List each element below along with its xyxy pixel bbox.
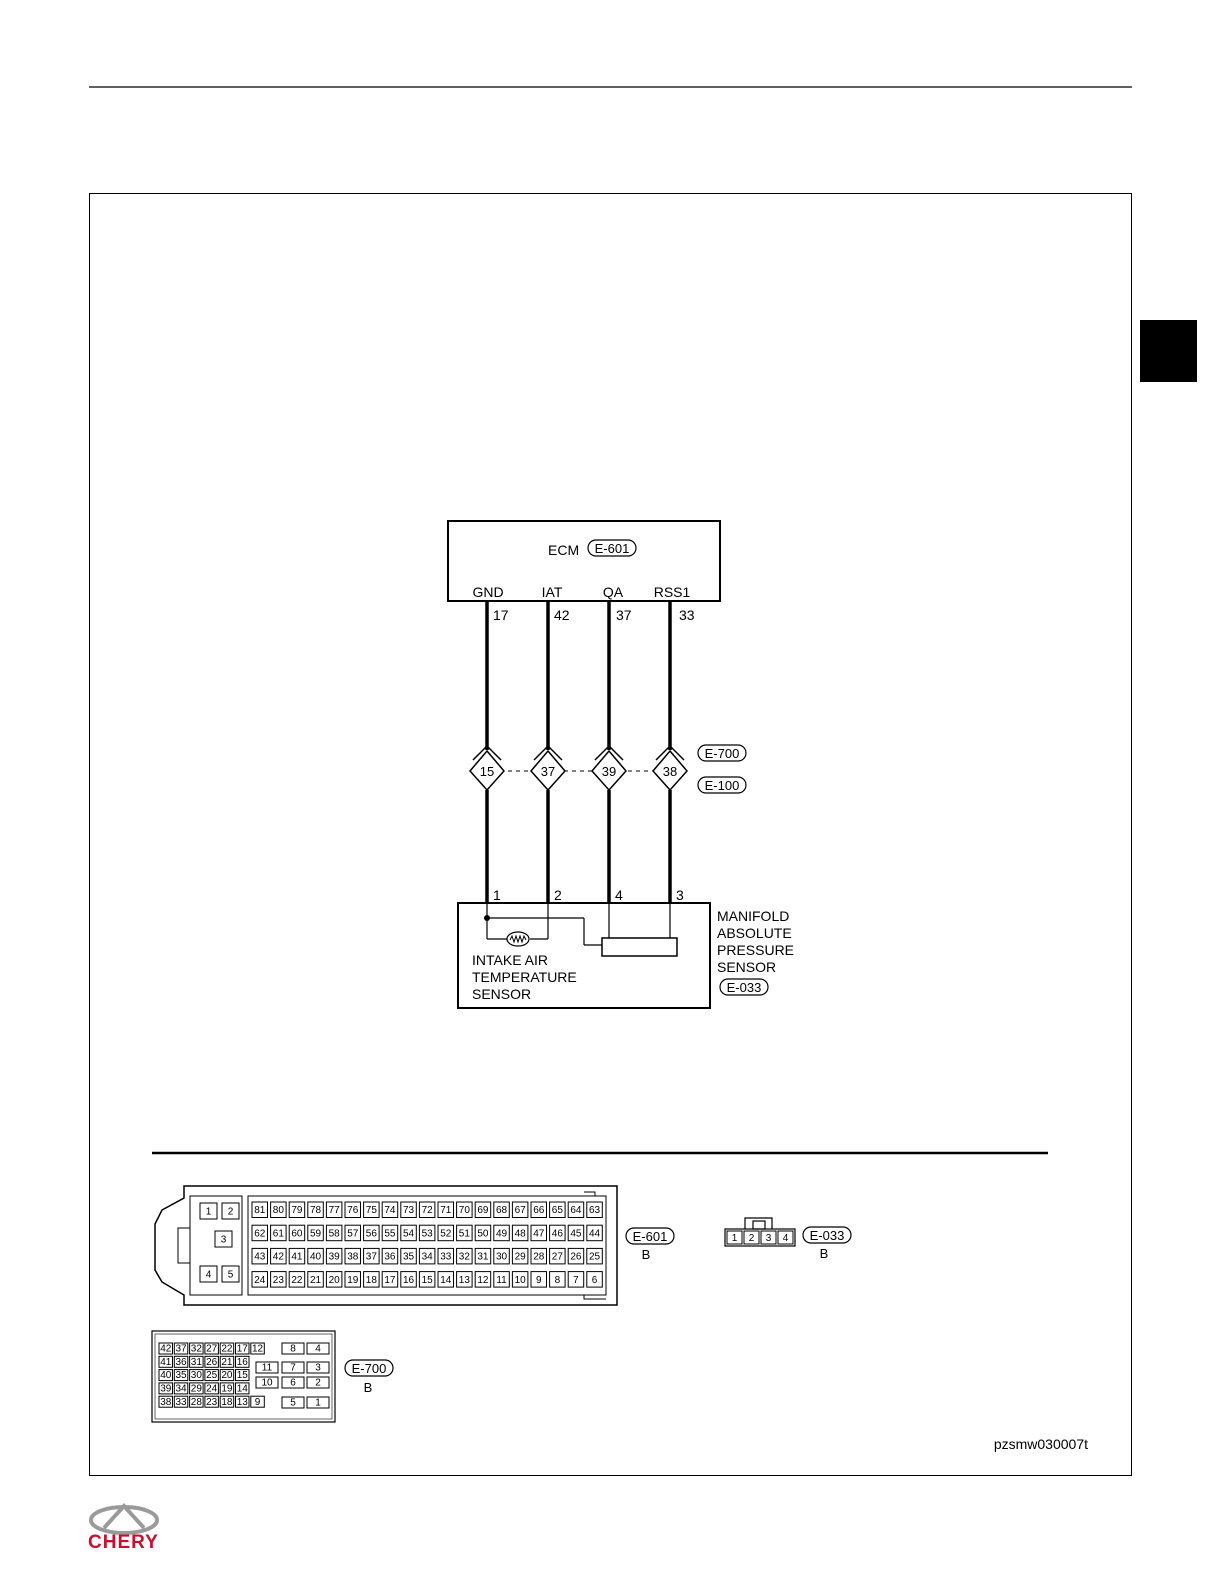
svg-text:15: 15 <box>479 764 495 779</box>
e601-pin-14: 14 <box>440 1274 452 1286</box>
e601-pin-9: 9 <box>535 1274 542 1286</box>
ecm-label: ECM <box>548 542 580 558</box>
e700-pin-grid <box>159 1343 329 1409</box>
e601-pin-37: 37 <box>365 1251 377 1263</box>
e700-pin-37: 37 <box>175 1343 187 1355</box>
e700-pin-6: 6 <box>290 1377 296 1389</box>
e601-pin-29: 29 <box>514 1251 526 1263</box>
e700-pin-30: 30 <box>190 1370 202 1382</box>
e601-pin-45: 45 <box>570 1228 582 1240</box>
e700-pin-24: 24 <box>206 1383 218 1395</box>
e601-pin-46: 46 <box>551 1228 563 1240</box>
e700-pin-42: 42 <box>160 1343 172 1355</box>
e700-pin-33: 33 <box>175 1396 187 1408</box>
e601-pin-65: 65 <box>551 1205 563 1217</box>
e601-pin-28: 28 <box>533 1251 545 1263</box>
e601-pin-73: 73 <box>402 1205 415 1217</box>
svg-text:E-700: E-700 <box>351 1361 387 1376</box>
e601-pin-43: 43 <box>254 1251 266 1263</box>
map-sensor-label-3: PRESSURE <box>717 942 795 958</box>
sensor-internal-circuit <box>487 903 677 956</box>
e601-pin-18: 18 <box>365 1274 377 1286</box>
connector-tag-e601 <box>626 1228 674 1244</box>
e601-pin-79: 79 <box>291 1205 303 1217</box>
figure-id: pzsmw030007t <box>993 1436 1088 1452</box>
ground-junction-dot <box>484 915 490 921</box>
sensor-pin-2: 2 <box>554 887 562 903</box>
e601-pin-53: 53 <box>421 1228 433 1240</box>
iat-sensor-label-3: SENSOR <box>472 986 532 1002</box>
connector-view-e601 <box>155 1186 674 1305</box>
e601-pin-78: 78 <box>309 1205 322 1217</box>
map-sensor-label-2: ABSOLUTE <box>717 925 792 941</box>
svg-text:E-100: E-100 <box>704 778 740 793</box>
e601-pin-15: 15 <box>421 1274 433 1286</box>
e700-pin-25: 25 <box>206 1370 218 1382</box>
e601-pin-40: 40 <box>309 1251 322 1263</box>
sensor-pin-4: 4 <box>615 887 623 903</box>
e601-pin-22: 22 <box>291 1274 303 1286</box>
e700-pin-39: 39 <box>160 1383 172 1395</box>
e601-pin-39: 39 <box>328 1251 340 1263</box>
e700-pin-4: 4 <box>315 1343 321 1355</box>
sensor-pin-1: 1 <box>493 887 501 903</box>
e700-pin-9: 9 <box>254 1396 261 1408</box>
svg-text:E-700: E-700 <box>704 746 740 761</box>
e601-pin-57: 57 <box>347 1228 359 1240</box>
e700-pin-28: 28 <box>190 1396 202 1408</box>
e700-pin-16: 16 <box>236 1356 248 1368</box>
svg-text:E-601: E-601 <box>632 1229 668 1244</box>
e601-pin-3: 3 <box>220 1234 227 1246</box>
e700-pin-40: 40 <box>160 1370 172 1382</box>
e601-pin-49: 49 <box>495 1228 508 1240</box>
svg-text:37: 37 <box>540 764 556 779</box>
connector-view-e700 <box>152 1331 393 1422</box>
wiring-diagram <box>448 521 794 1008</box>
e601-pin-11: 11 <box>496 1274 507 1286</box>
terminal-name-qa: QA <box>602 584 624 600</box>
e601-pin-10: 10 <box>514 1274 526 1286</box>
e601-pin-71: 71 <box>440 1205 452 1217</box>
e700-pin-17: 17 <box>236 1343 248 1355</box>
e700-pin-29: 29 <box>190 1383 202 1395</box>
sensor-pin-3: 3 <box>676 887 684 903</box>
e601-pin-19: 19 <box>347 1274 359 1286</box>
e700-pin-10: 10 <box>261 1377 273 1389</box>
connector-tag-e700-view <box>345 1360 393 1376</box>
thermistor-icon <box>507 932 529 946</box>
e601-pin-58: 58 <box>328 1228 340 1240</box>
terminal-name-iat: IAT <box>541 584 563 600</box>
connector-tag-e033 <box>720 979 768 995</box>
e601-pin-81: 81 <box>254 1205 266 1217</box>
e601-pin-50: 50 <box>477 1228 489 1240</box>
e033-pin-2: 2 <box>748 1232 755 1244</box>
e700-pin-12: 12 <box>251 1343 264 1355</box>
e601-pin-16: 16 <box>402 1274 415 1286</box>
e700-pin-15: 15 <box>236 1370 248 1382</box>
svg-text:39: 39 <box>601 764 617 779</box>
e601-pin-30: 30 <box>495 1251 508 1263</box>
ecm-pin-17: 17 <box>493 607 509 623</box>
iat-sensor-label-1: INTAKE AIR <box>472 952 548 968</box>
e700-pin-34: 34 <box>175 1383 187 1395</box>
e700-pin-35: 35 <box>175 1370 187 1382</box>
e601-pin-23: 23 <box>272 1274 284 1286</box>
e601-pin-21: 21 <box>309 1274 322 1286</box>
e601-pin-36: 36 <box>384 1251 396 1263</box>
e601-pin-35: 35 <box>402 1251 415 1263</box>
map-sensor-label-4: SENSOR <box>717 959 777 975</box>
e601-pin-13: 13 <box>458 1274 470 1286</box>
e601-pin-24: 24 <box>254 1274 266 1286</box>
e601-pin-47: 47 <box>533 1228 545 1240</box>
e601-pin-26: 26 <box>570 1251 582 1263</box>
ecm-pin-37: 37 <box>616 607 632 623</box>
e033-pin-4: 4 <box>782 1232 789 1244</box>
e601-pin-2: 2 <box>227 1206 234 1218</box>
e601-pin-27: 27 <box>551 1251 563 1263</box>
connector-tag-e033-view <box>803 1227 851 1243</box>
e601-color-code: B <box>641 1247 651 1262</box>
e033-pins <box>727 1231 793 1244</box>
e601-pin-56: 56 <box>365 1228 377 1240</box>
e700-pin-13: 13 <box>236 1396 248 1408</box>
e700-pin-26: 26 <box>206 1356 218 1368</box>
terminal-name-rss1: RSS1 <box>653 584 691 600</box>
svg-text:E-601: E-601 <box>594 541 630 556</box>
e601-pin-60: 60 <box>291 1228 303 1240</box>
e601-pin-77: 77 <box>328 1205 340 1217</box>
e700-pin-18: 18 <box>221 1396 233 1408</box>
ecm-pin-33: 33 <box>679 607 695 623</box>
e700-pin-7: 7 <box>290 1362 296 1374</box>
e601-pin-80: 80 <box>272 1205 284 1217</box>
e700-pin-11: 11 <box>261 1362 273 1374</box>
e601-pin-25: 25 <box>588 1251 601 1263</box>
iat-sensor-label-2: TEMPERATURE <box>472 969 577 985</box>
connector-tag-e100 <box>698 777 746 793</box>
inline-connector-pin-38 <box>653 746 687 790</box>
e601-pin-61: 61 <box>272 1228 284 1240</box>
inline-connector-pin-39 <box>592 746 626 790</box>
e601-pin-51: 51 <box>458 1228 470 1240</box>
e700-pin-19: 19 <box>221 1383 233 1395</box>
e700-pin-32: 32 <box>190 1343 202 1355</box>
e601-pin-12: 12 <box>477 1274 489 1286</box>
e601-pin-6: 6 <box>591 1274 598 1286</box>
chery-logo-text: CHERY <box>88 1532 159 1549</box>
e601-pin-64: 64 <box>570 1205 582 1217</box>
e601-pin-32: 32 <box>458 1251 470 1263</box>
e033-color-code: B <box>819 1246 829 1261</box>
e700-pin-8: 8 <box>290 1343 296 1355</box>
e601-pin-62: 62 <box>254 1228 266 1240</box>
e601-pin-41: 41 <box>291 1251 303 1263</box>
e601-left-pins <box>200 1203 239 1282</box>
terminal-name-gnd: GND <box>472 584 504 600</box>
e601-pin-67: 67 <box>514 1205 526 1217</box>
e601-pin-66: 66 <box>533 1205 545 1217</box>
e033-pin-3: 3 <box>765 1232 772 1244</box>
e700-pin-20: 20 <box>221 1370 233 1382</box>
e601-pin-20: 20 <box>328 1274 340 1286</box>
e601-pin-31: 31 <box>477 1251 489 1263</box>
e700-pin-5: 5 <box>290 1397 296 1409</box>
e601-pin-52: 52 <box>440 1228 452 1240</box>
e700-pin-23: 23 <box>206 1396 218 1408</box>
e700-pin-27: 27 <box>206 1343 218 1355</box>
inline-connector-pin-37 <box>531 746 565 790</box>
e601-pin-70: 70 <box>458 1205 470 1217</box>
e601-pin-48: 48 <box>514 1228 526 1240</box>
e601-pin-68: 68 <box>495 1205 508 1217</box>
ecm-connector-tag <box>588 540 636 556</box>
svg-text:E-033: E-033 <box>726 980 762 995</box>
e601-pin-7: 7 <box>573 1274 579 1286</box>
e700-pin-3: 3 <box>315 1362 321 1374</box>
svg-text:E-033: E-033 <box>809 1228 845 1243</box>
e601-pin-44: 44 <box>588 1228 601 1240</box>
e601-pin-69: 69 <box>477 1205 489 1217</box>
e601-pin-4: 4 <box>205 1269 212 1281</box>
e700-pin-1: 1 <box>315 1397 321 1409</box>
e700-pin-14: 14 <box>236 1383 248 1395</box>
e601-pin-74: 74 <box>384 1205 396 1217</box>
wires <box>487 601 670 903</box>
e700-pin-22: 22 <box>221 1343 233 1355</box>
svg-text:38: 38 <box>662 764 678 779</box>
map-sensor-label-1: MANIFOLD <box>717 908 790 924</box>
e700-pin-38: 38 <box>160 1396 172 1408</box>
inline-connector-pin-15 <box>470 746 504 790</box>
e601-pin-54: 54 <box>402 1228 415 1240</box>
e601-pin-72: 72 <box>421 1205 433 1217</box>
e601-pin-55: 55 <box>384 1228 396 1240</box>
section-tab <box>1140 320 1197 382</box>
e700-pin-41: 41 <box>160 1356 172 1368</box>
e700-pin-2: 2 <box>315 1377 321 1389</box>
e601-pin-75: 75 <box>365 1205 377 1217</box>
e033-pin-1: 1 <box>731 1232 738 1244</box>
connector-view-e033 <box>725 1218 851 1261</box>
e601-pin-59: 59 <box>309 1228 322 1240</box>
e601-pin-8: 8 <box>554 1274 561 1286</box>
e601-pin-33: 33 <box>440 1251 452 1263</box>
e601-pin-5: 5 <box>227 1269 234 1281</box>
e601-pin-42: 42 <box>272 1251 284 1263</box>
e601-pin-34: 34 <box>421 1251 433 1263</box>
e601-pin-63: 63 <box>588 1205 601 1217</box>
chery-logo-icon <box>91 1506 157 1533</box>
e700-pin-21: 21 <box>221 1356 233 1368</box>
e601-pin-76: 76 <box>347 1205 359 1217</box>
ecm-pin-42: 42 <box>554 607 570 623</box>
e700-pin-31: 31 <box>190 1356 202 1368</box>
connector-tag-e700 <box>698 745 746 761</box>
e700-color-code: B <box>363 1380 373 1395</box>
e601-pin-1: 1 <box>205 1206 212 1218</box>
e700-pin-36: 36 <box>175 1356 187 1368</box>
e601-pin-grid <box>252 1202 602 1287</box>
e601-pin-38: 38 <box>347 1251 359 1263</box>
e601-pin-17: 17 <box>384 1274 396 1286</box>
